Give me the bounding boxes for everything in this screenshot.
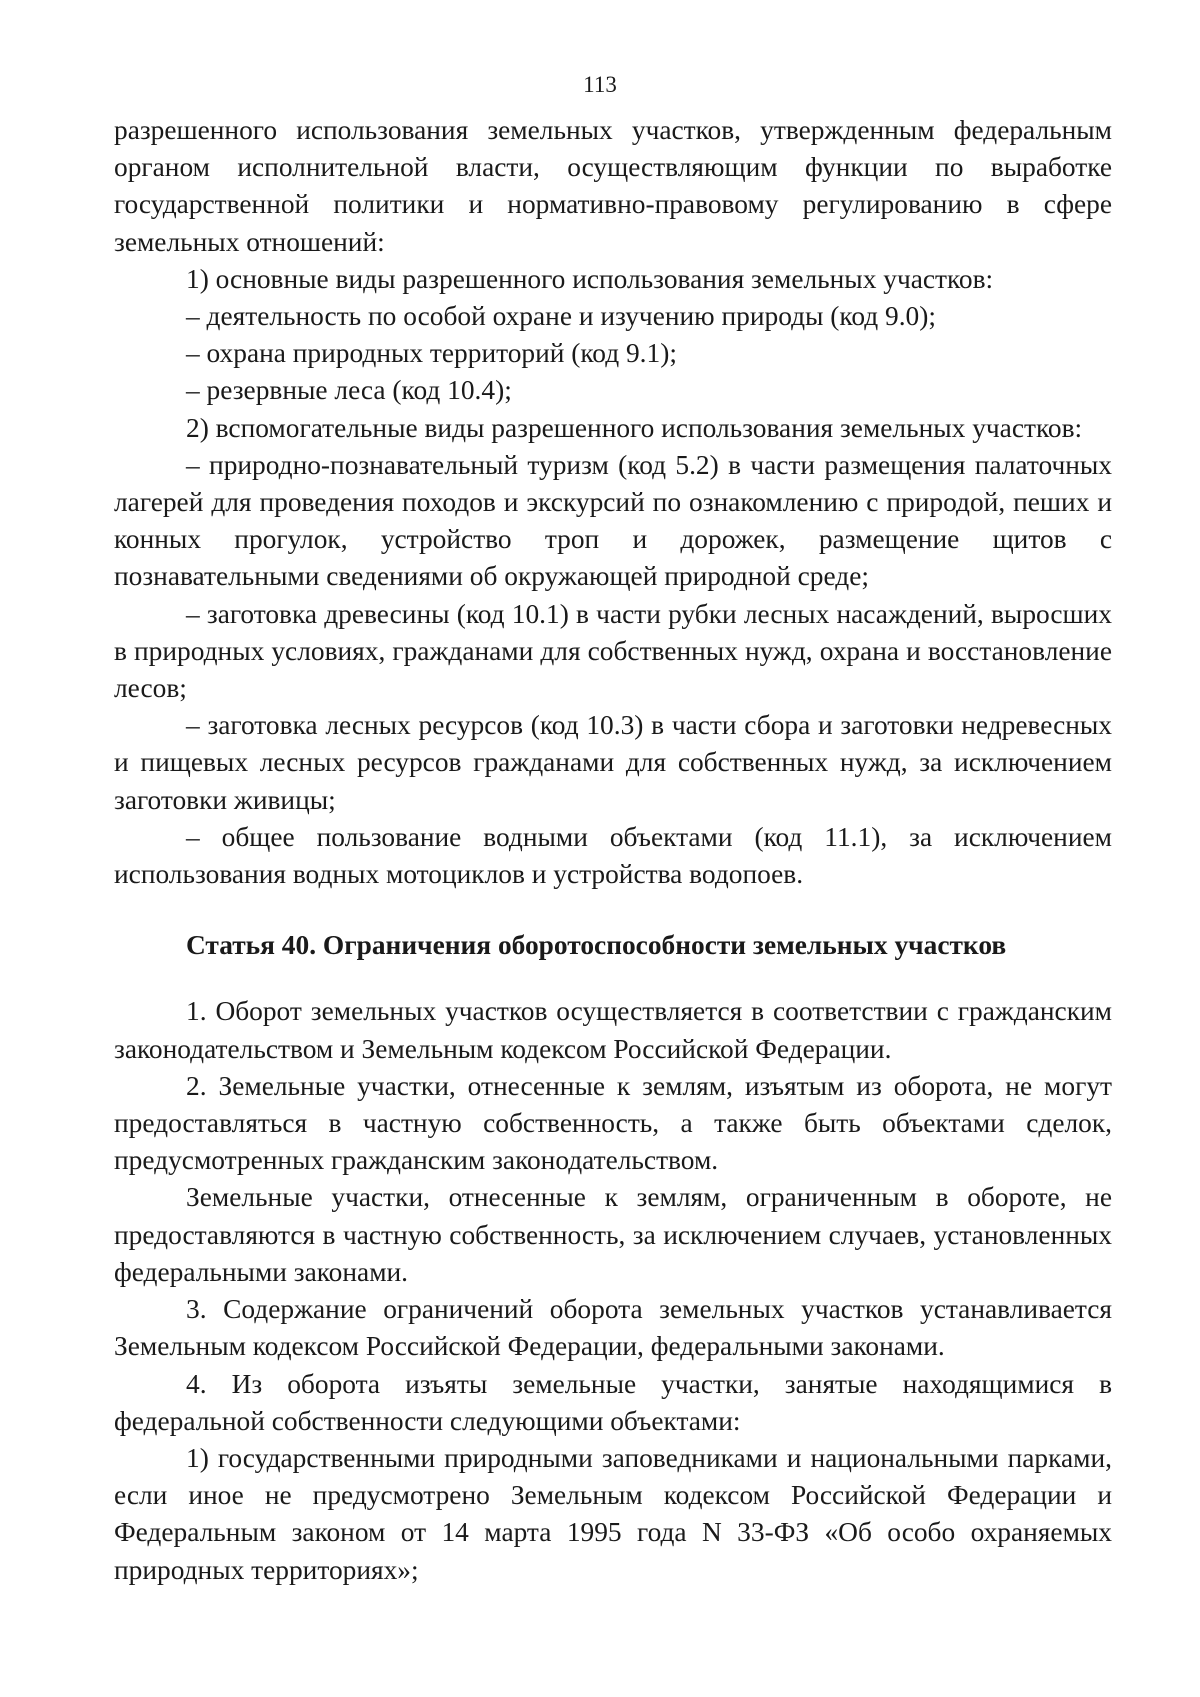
section-before-heading: [114, 112, 1112, 893]
list-item: – деятельность по особой охране и изучению природы (код 9.0);: [186, 301, 936, 332]
list-heading: 2) вспомогательные виды разрешенного использования земельных участков:: [186, 412, 1083, 443]
list-item: – охрана природных территорий (код 9.1);: [186, 338, 677, 369]
paragraph: 3. Содержание ограничений оборота земельных участков устанавливается Земельным кодексом Российской Федерации, федеральными законами.: [114, 1294, 1112, 1362]
list-item: – резервные леса (код 10.4);: [186, 375, 512, 406]
section-after-heading: [114, 993, 1112, 1588]
paragraph: Земельные участки, отнесенные к землям, ограниченным в обороте, не предоставляются в частную собственность, за исключением случаев, установленных федеральными законами.: [114, 1182, 1112, 1287]
list-item: – общее пользование водными объектами (код 11.1), за исключением использования водных мотоциклов и устройства водопоев.: [114, 821, 1112, 890]
list-item: – заготовка лесных ресурсов (код 10.3) в части сбора и заготовки недревесных и пищевых лесных ресурсов гражданами для собственных нужд, за исключением заготовки живицы;: [114, 710, 1112, 815]
list-item: 1) государственными природными заповедниками и национальными парками, если иное не предусмотрено Земельным кодексом Российской Федерации и Федеральным законом от 14 марта 1995 года N 33-ФЗ «Об особо охраняемых природных территориях»;: [114, 1442, 1112, 1585]
paragraph: 1. Оборот земельных участков осуществляется в соответствии с гражданским законодательством и Земельным кодексом Российской Федерации.: [114, 996, 1112, 1064]
paragraph: 4. Из оборота изъяты земельные участки, занятые находящимися в федеральной собственности следующими объектами:: [114, 1368, 1112, 1436]
article-heading: Статья 40. Ограничения оборотоспособности земельных участков: [186, 930, 1007, 961]
page-content: [114, 112, 1112, 1589]
paragraph: разрешенного использования земельных участков, утвержденным федеральным органом исполнительной власти, осуществляющим функции по выработке государственной политики и нормативно-правовому регулированию в сфере земельных отношений:: [114, 115, 1112, 257]
paragraph: 2. Земельные участки, отнесенные к землям, изъятым из оборота, не могут предоставляться в частную собственность, а также быть объектами сделок, предусмотренных гражданским законодательством.: [114, 1070, 1112, 1176]
list-heading: 1) основные виды разрешенного использования земельных участков:: [186, 263, 994, 294]
list-item: – природно-познавательный туризм (код 5.2) в части размещения палаточных лагерей для проведения походов и экскурсий по ознакомлению с природой, пеших и конных прогулок, устройство троп и дорожек, размещение щитов с познавательными сведениями об окружающей природной среде;: [114, 449, 1112, 592]
page-number: 113: [583, 72, 617, 97]
list-item: – заготовка древесины (код 10.1) в части рубки лесных насаждений, выросших в природных условиях, гражданами для собственных нужд, охрана и восстановление лесов;: [114, 598, 1112, 704]
